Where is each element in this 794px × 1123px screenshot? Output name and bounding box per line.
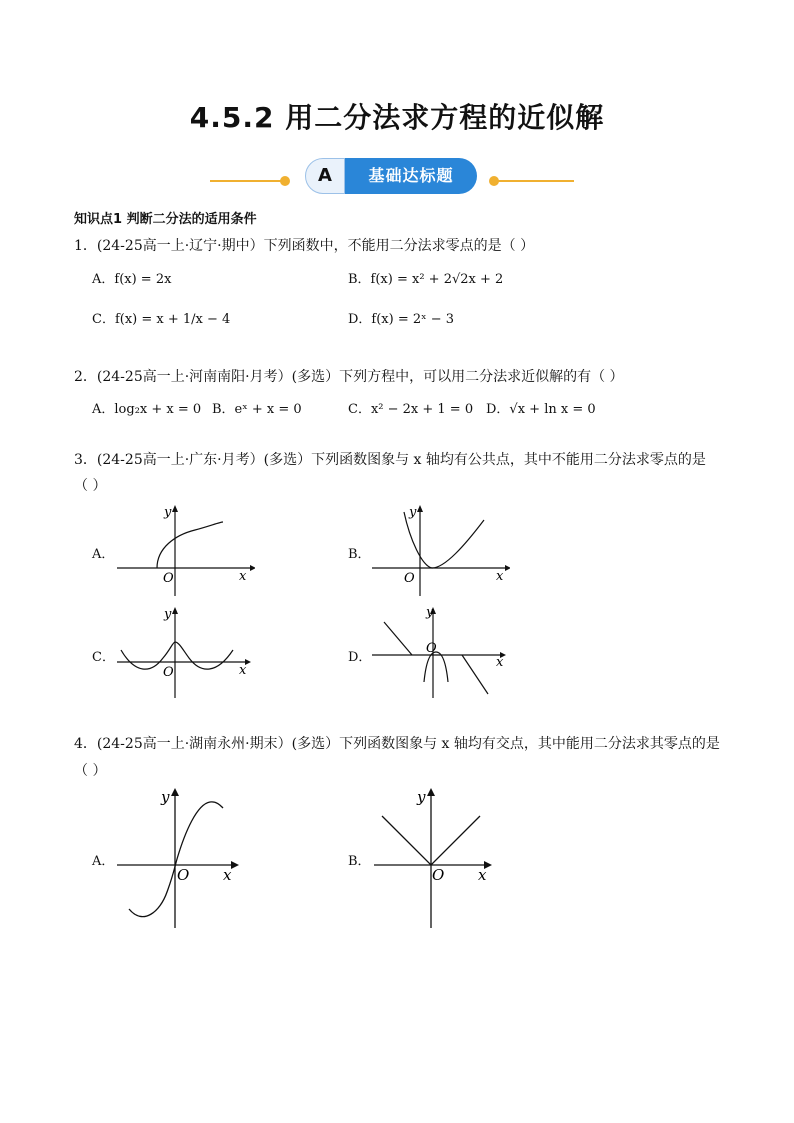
svg-text:O: O — [426, 641, 437, 656]
svg-text:O: O — [163, 665, 174, 680]
svg-text:O: O — [404, 571, 415, 586]
banner-line-left — [210, 180, 284, 182]
svg-text:y: y — [426, 605, 434, 620]
question-4-graph-a — [115, 784, 245, 930]
svg-text:O: O — [177, 866, 190, 884]
question-3-stem-paren: （ ） — [74, 478, 107, 494]
banner-letter: A — [305, 158, 345, 194]
question-2-option-d: D．√x + ln x = 0 — [486, 402, 596, 417]
page-title: 4.5.2 用二分法求方程的近似解 — [189, 101, 605, 134]
svg-text:y: y — [409, 505, 417, 520]
question-1-option-d: D．f(x) = 2ˣ − 3 — [348, 312, 455, 327]
question-3-label-d: D． — [348, 650, 372, 665]
question-3-label-c: C． — [92, 650, 115, 665]
svg-text:x: x — [239, 663, 247, 678]
svg-text:x: x — [496, 655, 504, 670]
question-3-label-a: A． — [92, 547, 115, 562]
question-2-stem: 2．(24-25高一上·河南南阳·月考）(多选）下列方程中，可以用二分法求近似解的有（ ） — [74, 369, 624, 385]
svg-text:y: y — [164, 505, 172, 520]
question-2-option-b: B．eˣ + x = 0 — [212, 402, 302, 417]
svg-text:y: y — [161, 788, 170, 806]
question-2-option-c: C．x² − 2x + 1 = 0 — [348, 402, 474, 417]
question-2-option-a: A．log₂x + x = 0 — [92, 402, 202, 417]
question-1-stem: 1．(24-25高一上·辽宁·期中）下列函数中，不能用二分法求零点的是（ ） — [74, 238, 535, 254]
svg-text:x: x — [478, 866, 487, 884]
svg-text:O: O — [163, 571, 174, 586]
question-4-stem-paren: （ ） — [74, 763, 107, 779]
svg-text:x: x — [496, 569, 504, 584]
question-1-option-b: B．f(x) = x² + 2√2x + 2 — [348, 272, 504, 287]
question-3-graph-a — [115, 500, 255, 598]
svg-text:x: x — [223, 866, 232, 884]
question-3-graph-b — [370, 500, 510, 598]
question-4-graph-b — [372, 784, 502, 930]
question-3-stem: 3．(24-25高一上·广东·月考）(多选）下列函数图象与 x 轴均有公共点，其中不能用二分法求零点的是 — [74, 452, 706, 468]
banner-label: 基础达标题 — [345, 158, 477, 194]
question-3-graph-c — [115, 602, 255, 700]
svg-text:x: x — [239, 569, 247, 584]
section-banner — [305, 158, 477, 194]
question-3-graph-d — [370, 602, 510, 700]
question-4-label-b: B． — [348, 854, 371, 869]
svg-text:O: O — [432, 866, 445, 884]
knowledge-point-heading: 知识点1 判断二分法的适用条件 — [74, 212, 257, 227]
svg-text:y: y — [417, 788, 426, 806]
question-4-label-a: A． — [92, 854, 115, 869]
banner-line-right — [494, 180, 574, 182]
question-4-stem: 4．(24-25高一上·湖南永州·期末）(多选）下列函数图象与 x 轴均有交点，其中能用二分法求其零点的是 — [74, 736, 720, 752]
banner-dot-left — [280, 176, 290, 186]
svg-text:y: y — [164, 607, 172, 622]
question-1-option-a: A．f(x) = 2x — [92, 272, 172, 287]
question-3-label-b: B． — [348, 547, 371, 562]
question-1-option-c: C．f(x) = x + 1/x − 4 — [92, 312, 231, 327]
